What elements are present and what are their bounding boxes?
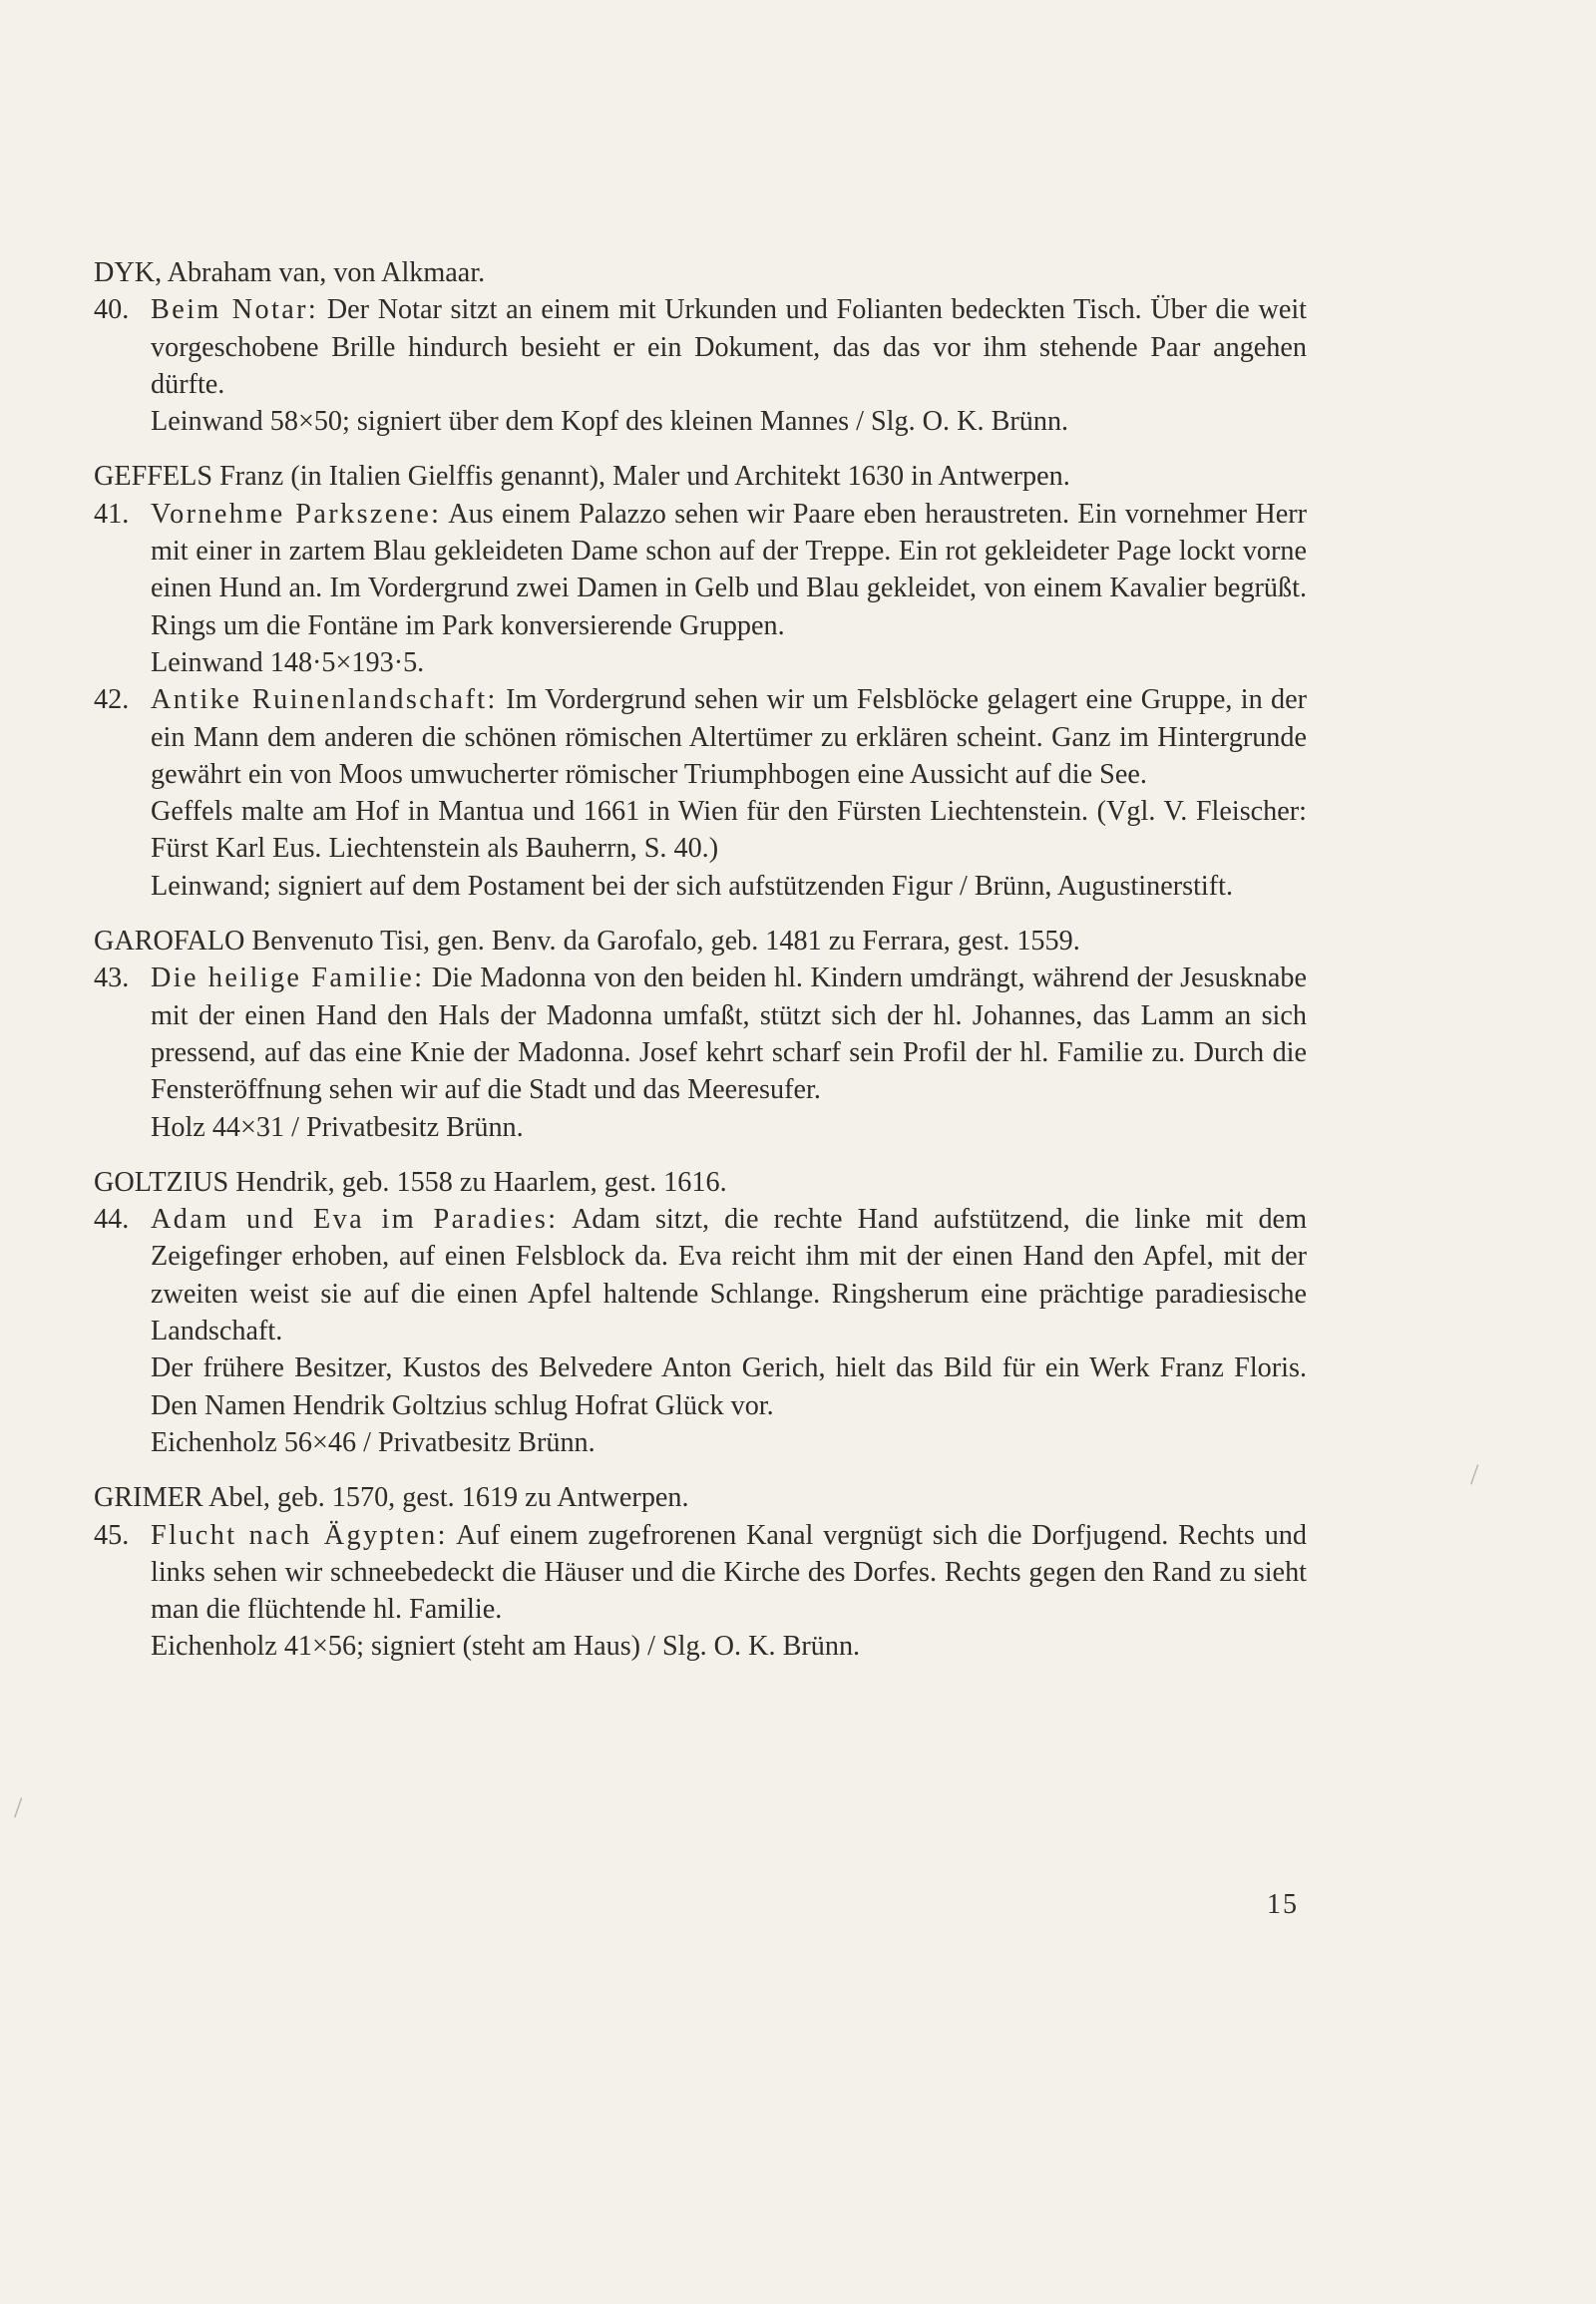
entry-title: Flucht nach Ägypten: bbox=[151, 1519, 448, 1551]
entry-description bbox=[151, 1517, 1307, 1629]
entry-description bbox=[151, 1201, 1307, 1349]
entry-note: Geffels malte am Hof in Mantua und 1661 in Wien für den Fürsten Liechtenstein. (Vgl. V. Fleischer: Fürst Karl Eus. Liechtenstein als Bauherrn, S. 40.) bbox=[151, 796, 1307, 865]
entry-number: 41. bbox=[94, 498, 130, 530]
entry-number: 43. bbox=[94, 962, 130, 994]
paper-mark: / bbox=[1470, 1458, 1479, 1491]
catalog-entry bbox=[94, 681, 1307, 905]
artist-heading: GAROFALO Benvenuto Tisi, gen. Benv. da Garofalo, geb. 1481 zu Ferrara, gest. 1559. bbox=[94, 926, 1080, 958]
entry-note: Eichenholz 56×46 / Privatbesitz Brünn. bbox=[151, 1426, 596, 1458]
catalog-entry bbox=[94, 496, 1307, 681]
entry-title: Die heilige Familie: bbox=[151, 962, 425, 994]
artist-heading: GEFFELS Franz (in Italien Gielffis genannt), Maler und Architekt 1630 in Antwerpen. bbox=[94, 461, 1070, 493]
entry-description bbox=[151, 291, 1307, 403]
entry-note: Eichenholz 41×56; signiert (steht am Haus) / Slg. O. K. Brünn. bbox=[151, 1631, 861, 1663]
entry-text: Die Madonna von den beiden hl. Kindern umdrängt, während der Jesusknabe mit der einen Hand den Hals der Madonna umfaßt, stützt sich der hl. Johannes, das Lamm an sich pressend, auf das eine Knie der Madonna. Josef kehrt scharf sein Profil der hl. Familie zu. Durch die Fensteröffnung sehen wir auf die Stadt und das Meeresufer. bbox=[151, 962, 1307, 1106]
catalog-entry bbox=[94, 1517, 1307, 1666]
entry-text: Adam sitzt, die rechte Hand aufstützend, die linke mit dem Zeigefinger erhoben, auf einen Felsblock da. Eva reicht ihm mit der einen Hand den Apfel, mit der zweiten weist sie auf die einen Apfel haltende Schlange. Ringsherum eine prächtige paradiesische Landschaft. bbox=[151, 1204, 1307, 1347]
page-number: 15 bbox=[1267, 1889, 1299, 1920]
artist-heading: DYK, Abraham van, von Alkmaar. bbox=[94, 257, 486, 288]
entry-text: Der Notar sitzt an einem mit Urkunden und Folianten bedeckten Tisch. Über die weit vorgeschobene Brille hindurch besieht er ein Dokument, das das vor ihm stehende Paar angehen dürfte. bbox=[151, 294, 1307, 400]
entry-number: 40. bbox=[94, 294, 130, 326]
entry-title: Antike Ruinenlandschaft: bbox=[151, 684, 498, 716]
catalog-content bbox=[94, 254, 1307, 1666]
entry-title: Beim Notar: bbox=[151, 294, 319, 326]
entry-description bbox=[151, 681, 1307, 793]
artist-heading: GRIMER Abel, geb. 1570, gest. 1619 zu Antwerpen. bbox=[94, 1482, 689, 1514]
entry-title: Vornehme Parkszene: bbox=[151, 498, 442, 530]
entry-title: Adam und Eva im Paradies: bbox=[151, 1204, 559, 1236]
entry-number: 45. bbox=[94, 1519, 130, 1551]
entry-note: Leinwand 58×50; signiert über dem Kopf des kleinen Mannes / Slg. O. K. Brünn. bbox=[151, 406, 1069, 438]
artist-heading: GOLTZIUS Hendrik, geb. 1558 zu Haarlem, gest. 1616. bbox=[94, 1166, 727, 1198]
entry-text: Aus einem Palazzo sehen wir Paare eben heraustreten. Ein vornehmer Herr mit einer in zartem Blau gekleideten Dame schon auf der Treppe. Ein rot gekleideter Page lockt vorne einen Hund an. Im Vordergrund zwei Damen in Gelb und Blau gekleidet, von einem Kavalier begrüßt. Rings um die Fontäne im Park konversierende Gruppen. bbox=[151, 498, 1307, 641]
catalog-entry bbox=[94, 960, 1307, 1145]
paper-mark: / bbox=[14, 1791, 23, 1824]
catalog-entry bbox=[94, 291, 1307, 440]
entry-note: Leinwand; signiert auf dem Postament bei der sich aufstützenden Figur / Brünn, Augustinerstift. bbox=[151, 870, 1234, 902]
entry-note: Holz 44×31 / Privatbesitz Brünn. bbox=[151, 1111, 524, 1143]
catalog-entry bbox=[94, 1201, 1307, 1461]
entry-number: 42. bbox=[94, 684, 130, 716]
entry-description bbox=[151, 960, 1307, 1108]
entry-text: Im Vordergrund sehen wir um Felsblöcke gelagert eine Gruppe, in der ein Mann dem anderen die schönen römischen Altertümer zu erklären scheint. Ganz im Hintergrunde gewährt ein von Moos umwucherter römischer Triumphbogen eine Aussicht auf die See. bbox=[151, 684, 1308, 790]
entry-text: Auf einem zugefrorenen Kanal vergnügt sich die Dorfjugend. Rechts und links sehen wir schneebedeckt die Häuser und die Kirche des Dorfes. Rechts gegen den Rand zu sieht man die flüchtende hl. Familie. bbox=[151, 1519, 1307, 1626]
entry-note: Leinwand 148·5×193·5. bbox=[151, 646, 425, 678]
entry-number: 44. bbox=[94, 1204, 130, 1236]
entry-description bbox=[151, 496, 1307, 644]
entry-note: Der frühere Besitzer, Kustos des Belvedere Anton Gerich, hielt das Bild für ein Werk Franz Floris. Den Namen Hendrik Goltzius schlug Hofrat Glück vor. bbox=[151, 1352, 1307, 1421]
